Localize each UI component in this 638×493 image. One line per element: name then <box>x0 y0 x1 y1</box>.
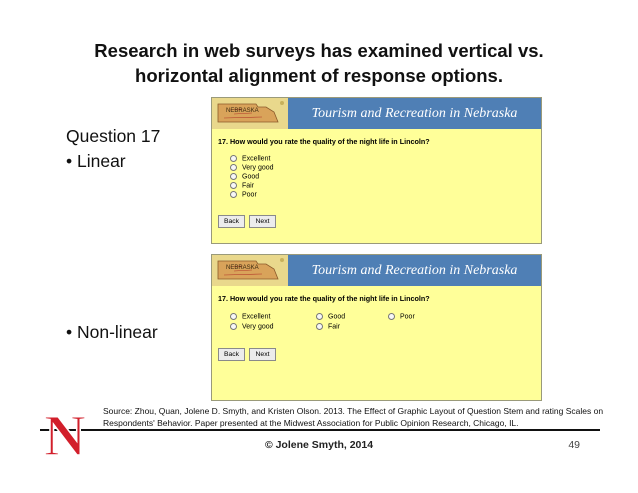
option-label: Very good <box>242 164 274 172</box>
footer-copyright: © Jolene Smyth, 2014 <box>264 439 374 451</box>
option-label: Fair <box>328 323 341 331</box>
nebraska-map-icon <box>212 255 288 286</box>
option-label: Poor <box>242 191 257 199</box>
survey-header <box>212 98 541 129</box>
bullet-linear: • Linear <box>66 151 126 171</box>
radio-button[interactable] <box>230 323 237 330</box>
option-label: Good <box>242 173 260 181</box>
option-very-good[interactable] <box>230 164 274 171</box>
option-poor[interactable] <box>230 191 257 198</box>
option-label: Poor <box>400 313 415 321</box>
option-label: Excellent <box>242 155 271 163</box>
radio-button[interactable] <box>230 155 237 162</box>
next-button[interactable]: Next <box>249 348 276 361</box>
nebraska-map-icon <box>212 98 288 129</box>
slide-title-line-1: Research in web surveys has examined vertical vs. <box>94 40 544 61</box>
option-label: Very good <box>242 323 274 331</box>
nebraska-map-image <box>212 98 288 129</box>
option-label: Excellent <box>242 313 271 321</box>
source-citation: Source: Zhou, Quan, Jolene D. Smyth, and Kristen Olson. 2013. The Effect of Graphic Layout of Question Stem and rating Scales on Respondents' Behavior. Paper presented at the Midwest Association for Public Opinion Research, Chicago, IL. <box>103 406 604 428</box>
radio-button[interactable] <box>230 164 237 171</box>
option-good[interactable] <box>230 173 259 180</box>
survey-header-title: Tourism and Recreation in Nebraska <box>311 263 518 278</box>
radio-button[interactable] <box>230 173 237 180</box>
option-excellent[interactable] <box>230 155 270 162</box>
map-label: NEBRASKA <box>226 108 259 114</box>
survey-question: 17. How would you rate the quality of the night life in Lincoln? <box>218 137 430 146</box>
question-label: Question 17 <box>66 126 161 146</box>
option-fair[interactable] <box>230 182 254 189</box>
radio-button[interactable] <box>230 182 237 189</box>
footer-rule <box>40 429 600 431</box>
radio-button[interactable] <box>230 313 237 320</box>
option-very-good[interactable] <box>230 323 274 330</box>
slide-title <box>0 38 638 88</box>
next-button[interactable]: Next <box>249 215 276 228</box>
survey-header <box>212 255 541 286</box>
back-button[interactable]: Back <box>218 348 245 361</box>
nebraska-map-image <box>212 255 288 286</box>
bullet-nonlinear: • Non-linear <box>66 322 158 342</box>
logo-letter: N <box>44 403 86 461</box>
radio-button[interactable] <box>388 313 395 320</box>
option-excellent[interactable] <box>230 313 270 320</box>
survey-question: 17. How would you rate the quality of the night life in Lincoln? <box>218 294 430 303</box>
back-button[interactable]: Back <box>218 215 245 228</box>
nebraska-n-logo <box>40 401 600 461</box>
radio-button[interactable] <box>316 323 323 330</box>
survey-header-title: Tourism and Recreation in Nebraska <box>311 106 518 121</box>
page-number: 49 <box>568 439 580 451</box>
radio-button[interactable] <box>230 191 237 198</box>
option-label: Fair <box>242 182 255 190</box>
map-label: NEBRASKA <box>226 265 259 271</box>
option-poor[interactable] <box>388 313 415 320</box>
radio-button[interactable] <box>316 313 323 320</box>
survey-screenshot-nonlinear <box>211 254 542 401</box>
option-label: Good <box>328 313 346 321</box>
option-good[interactable] <box>316 313 345 320</box>
slide-title-line-2: horizontal alignment of response options. <box>135 65 503 86</box>
survey-screenshot-linear <box>211 97 542 244</box>
option-fair[interactable] <box>316 323 340 330</box>
